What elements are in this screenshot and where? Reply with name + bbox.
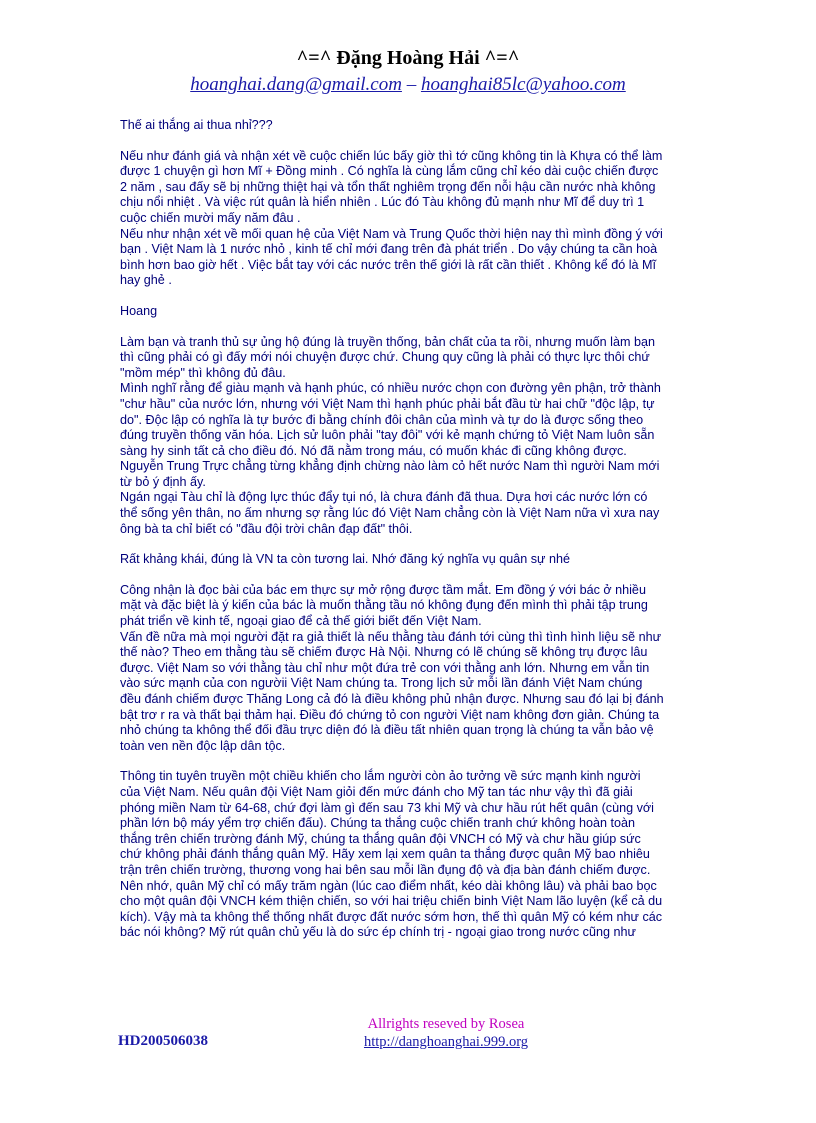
text-line: do". Độc lập có nghĩa là tự bước đi bằng chính đôi chân của mình và tự do là được sống theo <box>120 412 644 427</box>
text-line: Ngán ngại Tàu chỉ là động lực thúc đẩy tụi nó, là chưa đánh đã thua. Dựa hơi các nước lớn có <box>120 490 648 505</box>
text-line: Mình nghĩ rằng để giàu mạnh và hạnh phúc, có nhiều nước chọn con đường yên phận, trở thành <box>120 381 661 396</box>
text-line: phóng miền Nam từ 64-68, chứ đợi làm gì đến sau 73 khi Mỹ và chư hầu rút hết quân (cùng với <box>120 800 654 815</box>
text-line: thắng trên chiến trường đánh Mỹ, chúng ta thắng quân đội VNCH có Mỹ và chư hầu giúp sức <box>120 831 641 846</box>
text-line: trận trên chiến trường, thương vong hai bên sau mỗi lần đụng độ và địa bàn đánh chiếm được. <box>120 862 651 877</box>
text-line: bạn . Việt Nam là 1 nước nhỏ , kinh tế chỉ mới đang trên đà phát triển . Do vậy chúng ta cần hoà <box>120 242 658 257</box>
text-line: Vấn đề nữa mà mọi người đặt ra giả thiết là nếu thằng tàu đánh tới cùng thì tình hình liệu sẽ như <box>120 629 662 644</box>
text-line: được 1 chuyện gì hơn Mĩ + Đồng minh . Có nghĩa là cùng lắm cũng chỉ kéo dài cuộc chiến được <box>120 164 659 179</box>
author-title: ^=^ Đặng Hoàng Hải ^=^ <box>296 47 520 69</box>
text-line: phần lớn bộ máy yểm trợ chiến đấu). Chúng ta thắng cuộc chiến tranh chứ không hoàn toàn <box>120 816 636 831</box>
text-line: thể sống yên thân, no ấm nhưng sợ rằng lúc đó Việt Nam chẳng còn là Việt Nam nữa vì xưa nay <box>120 506 660 521</box>
website-link[interactable]: http://danghoanghai.999.org <box>363 1034 529 1050</box>
text-line: của Việt Nam. Nếu quân đội Việt Nam giỏi đến mức đánh cho Mỹ tan tác như vậy thì đã giải <box>120 784 633 799</box>
text-line: cuộc chiến mười mấy năm đâu . <box>120 210 301 225</box>
text-line: phát triển về kinh tế, ngoại giao để cả thế giới biết đến Việt Nam. <box>120 614 482 629</box>
text-line: Công nhận là đọc bài của bác em thực sự mở rộng được tầm mắt. Em đồng ý với bác ở nhiều <box>120 582 646 597</box>
text-line: "mồm mép" thì không đủ đâu. <box>120 365 286 380</box>
paragraph <box>120 769 700 941</box>
paragraph <box>120 304 700 320</box>
text-line: cho một quân đội VNCH kém thiện chiến, so với hai triệu chiến binh Việt Nam lão luyện (kể cả du <box>120 894 663 909</box>
text-line: 2 năm , sau đấy sẽ bị những thiệt hại và tổn thất nghiêm trọng đến nỗi hậu cần nước nhà không <box>120 179 656 194</box>
text-line: thế nào? Theo em thằng tàu sẽ chiếm được Hà Nội. Nhưng có lẽ chúng sẽ không trụ được lâu <box>120 645 648 660</box>
text-line: được. Việt Nam so với thằng tàu chỉ như một đứa trẻ con với thằng anh lớn. Nhưng em vẫn tin <box>120 660 650 675</box>
text-line: Thông tin tuyên truyền một chiều khiến cho lắm người còn ảo tưởng về sức mạnh kinh người <box>120 769 641 784</box>
text-line: hay ghẻ . <box>120 273 172 288</box>
text-line: mặt và đặc biệt là ý kiến của bác là muốn thằng tầu nó không đụng đến mình thì phải tập trung <box>120 598 648 613</box>
text-line: bật trơ r ra và thất bại thảm hại. Điều đó chứng tỏ con người Việt nam không đơn giản. Chúng ta <box>120 707 660 722</box>
copyright-notice: Allrights reseved by Rosea <box>367 1016 525 1032</box>
document-body <box>120 118 700 956</box>
text-line: Làm bạn và tranh thủ sự ủng hộ đúng là truyền thống, bản chất của ta rồi, nhưng muốn làm bạn <box>120 334 655 349</box>
text-line: sàng hy sinh tất cả cho điều đó. Nó đã nằm trong máu, có muốn khác đi cũng không được. <box>120 443 627 458</box>
text-line: "chư hầu" của nước lớn, nhưng với Việt Nam thì hạnh phúc phải bắt đầu từ hai chữ "độc lập, tự <box>120 396 655 411</box>
text-line: ông bà ta chỉ biết có "đầu đội trời chân đạp đất" thôi. <box>120 521 413 536</box>
text-line: Nếu như đánh giá và nhận xét về cuộc chiến lúc bấy giờ thì tớ cũng không tin là Khựa có thể làm <box>120 148 663 163</box>
text-line: Nên nhớ, quân Mỹ chỉ có mấy trăm ngàn (lúc cao điểm nhất, kéo dài không lâu) và phải bao bọc <box>120 878 657 893</box>
text-line: Hoang <box>120 303 158 318</box>
text-line: từ bỏ ý định ấy. <box>120 474 206 489</box>
paragraph <box>120 583 700 755</box>
paragraph <box>120 118 700 134</box>
email-link-yahoo[interactable]: hoanghai85lc@yahoo.com <box>420 74 626 95</box>
document-id: HD200506038 <box>118 1033 208 1049</box>
paragraph <box>120 149 700 289</box>
text-line: bác nói không? Mỹ rút quân chủ yếu là do sức ép chính trị - ngoại giao trong nước cũng như <box>120 925 636 940</box>
text-line: kích). Vậy mà ta không thể thống nhất được đất nước sớm hơn, thế thì quân Mỹ có kém như các <box>120 909 663 924</box>
text-line: nhỏ chúng ta không thể đối đầu trực diện đó là điều tất nhiên quan trọng là chúng ta vẫn bảo vệ <box>120 723 654 738</box>
text-line: toàn ven nền độc lập dân tộc. <box>120 738 286 753</box>
text-line: Nguyễn Trung Trực chẳng từng khẳng định chừng nào làm cỏ hết nước Nam thì người Nam mới <box>120 459 660 474</box>
email-separator: – <box>401 74 421 95</box>
text-line: vào sức mạnh của con ngườii Việt Nam chúng ta. Trong lịch sử mỗi lần đánh Việt Nam chúng <box>120 676 643 691</box>
text-line: Thế ai thắng ai thua nhỉ??? <box>120 118 273 132</box>
text-line: thì cũng phải có gì đấy mới nói chuyện được chứ. Chung quy cũng là phải có thực lực thôi chứ <box>120 350 650 365</box>
paragraph <box>120 552 700 568</box>
text-line: đúng truyền thống văn hóa. Lịch sử luôn phải "tay đôi" với kẻ mạnh chứng tỏ Việt Nam luôn sẵn <box>120 428 655 443</box>
author-emails <box>0 74 816 96</box>
text-line: chịu nổi nhiệt . Và việc rút quân là hiển nhiên . Lúc đó Tàu không đủ mạnh như Mĩ để duy trì 1 <box>120 195 645 210</box>
text-line: chứ không phải đánh thắng quân Mỹ. Hãy xem lại xem quân ta thắng được quân Mỹ bao nhiêu <box>120 847 650 862</box>
text-line: Rất khảng khái, đúng là VN ta còn tương lai. Nhớ đăng ký nghĩa vụ quân sự nhé <box>120 552 570 567</box>
text-line: đều đánh chiếm được Thăng Long cả đó là điều không phủ nhận được. Nhưng sau đó lại bị đánh <box>120 692 664 706</box>
paragraph <box>120 335 700 538</box>
text-line: bình hơn bao giờ hết . Việc bắt tay với các nước trên thế giới là rất cần thiết . Không kể đó là Mĩ <box>120 257 657 272</box>
text-line: Nếu như nhận xét về mối quan hệ của Việt Nam và Trung Quốc thời hiện nay thì mình đồng ý với <box>120 226 663 241</box>
email-link-gmail[interactable]: hoanghai.dang@gmail.com <box>190 74 402 95</box>
